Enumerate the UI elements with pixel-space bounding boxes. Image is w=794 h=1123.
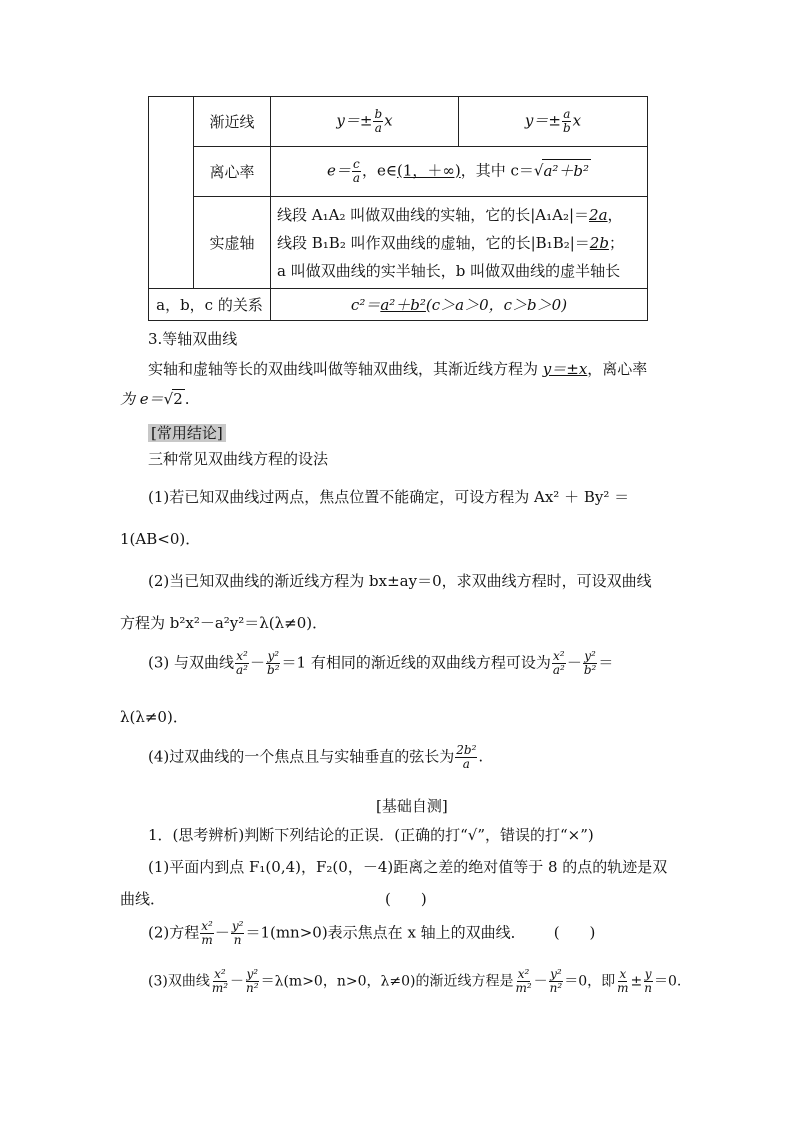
asymptote-label: 渐近线 <box>194 97 271 147</box>
relation-label: a，b，c 的关系 <box>149 289 271 321</box>
statement-2: (2)方程 $\frac{\text{x²}}{m}$ － $\frac{\text{y²}}{n}$ ＝1(mn>0)表示焦点在 x 轴上的双曲线． ( ) <box>148 919 596 947</box>
item-2-line-1: (2)当已知双曲线的渐近线方程为 bx±ay＝0，求双曲线方程时，可设双曲线 <box>148 572 652 590</box>
blank-cell <box>149 97 194 289</box>
quiz-title: [基础自测] <box>376 797 448 815</box>
asymptote-left: y＝± $\frac{b}{a}$ x <box>271 97 459 147</box>
common-conclusion-tag: [常用结论] <box>148 422 226 443</box>
eccentricity-label: 离心率 <box>194 147 271 197</box>
item-2-line-2: 方程为 b²x²－a²y²＝λ(λ≠0)． <box>120 614 328 632</box>
section-3-title: 3.等轴双曲线 <box>148 330 238 348</box>
axes-label: 实虚轴 <box>194 197 271 289</box>
item-1-line-2: 1(AB<0)． <box>120 530 201 548</box>
relation-formula: c²＝a²＋b²(c＞a＞0，c＞b＞0) <box>271 289 648 321</box>
item-4: (4)过双曲线的一个焦点且与实轴垂直的弦长为 $\frac{\text{2b²}}{a}$ . <box>148 743 484 771</box>
common-heading: 三种常见双曲线方程的设法 <box>148 450 329 468</box>
statement-1-line-2: 曲线． ( ) <box>120 890 427 908</box>
quiz-question-1: 1．(思考辨析)判断下列结论的正误．(正确的打“√”，错误的打“×”) <box>148 826 594 844</box>
hyperbola-properties-table <box>148 96 648 321</box>
section-3-text-2: 为 e＝√2 . <box>120 390 190 408</box>
answer-blank-2[interactable]: ( ) <box>553 923 596 942</box>
axes-description: 线段 A₁A₂ 叫做双曲线的实轴，它的长|A₁A₂|＝2a， 线段 B₁B₂ 叫作双曲线的虚轴，它的长|B₁B₂|＝2b； a 叫做双曲线的实半轴长，b 叫做双曲线的虚半轴长 <box>271 197 648 289</box>
statement-3: (3)双曲线 $\frac{\text{x²}}{\text{m²}}$ － $\frac{\text{y²}}{\text{n²}}$ ＝λ(m>0，n>0，λ≠0)的渐近线方程是 $\frac{\text{x²}}{\text{m²}}$ － $\frac{\text{y²}}{\text{n²}}$ ＝0，即 $\frac{x}{m}$ ± $\frac{y}{n}$ ＝0. <box>148 967 682 995</box>
asymptote-right: y＝± $\frac{a}{b}$ x <box>459 97 648 147</box>
item-3-line-1: (3) 与双曲线 $\frac{\text{x²}}{\text{a²}}$ － $\frac{\text{y²}}{\text{b²}}$ ＝1 有相同的渐近线的双曲线方程可设为 $\frac{\text{x²}}{\text{a²}}$ － $\frac{\text{y²}}{\text{b²}}$ ＝ <box>148 649 614 677</box>
item-3-line-2: λ(λ≠0)． <box>120 708 188 726</box>
item-1-line-1: (1)若已知双曲线过两点，焦点位置不能确定，可设方程为 Ax² ＋ By² ＝ <box>148 488 630 506</box>
answer-blank-1[interactable]: ( ) <box>385 890 427 908</box>
section-3-text-1: 实轴和虚轴等长的双曲线叫做等轴双曲线，其渐近线方程为 y＝±x，离心率 <box>148 360 648 378</box>
eccentricity-formula: e＝ $\frac{c}{a}$ ，e∈(1，＋∞)，其中 c＝√a²＋b² <box>271 147 648 197</box>
statement-1-line-1: (1)平面内到点 F₁(0,4)，F₂(0，－4)距离之差的绝对值等于 8 的点的轨迹是双 <box>148 858 668 876</box>
